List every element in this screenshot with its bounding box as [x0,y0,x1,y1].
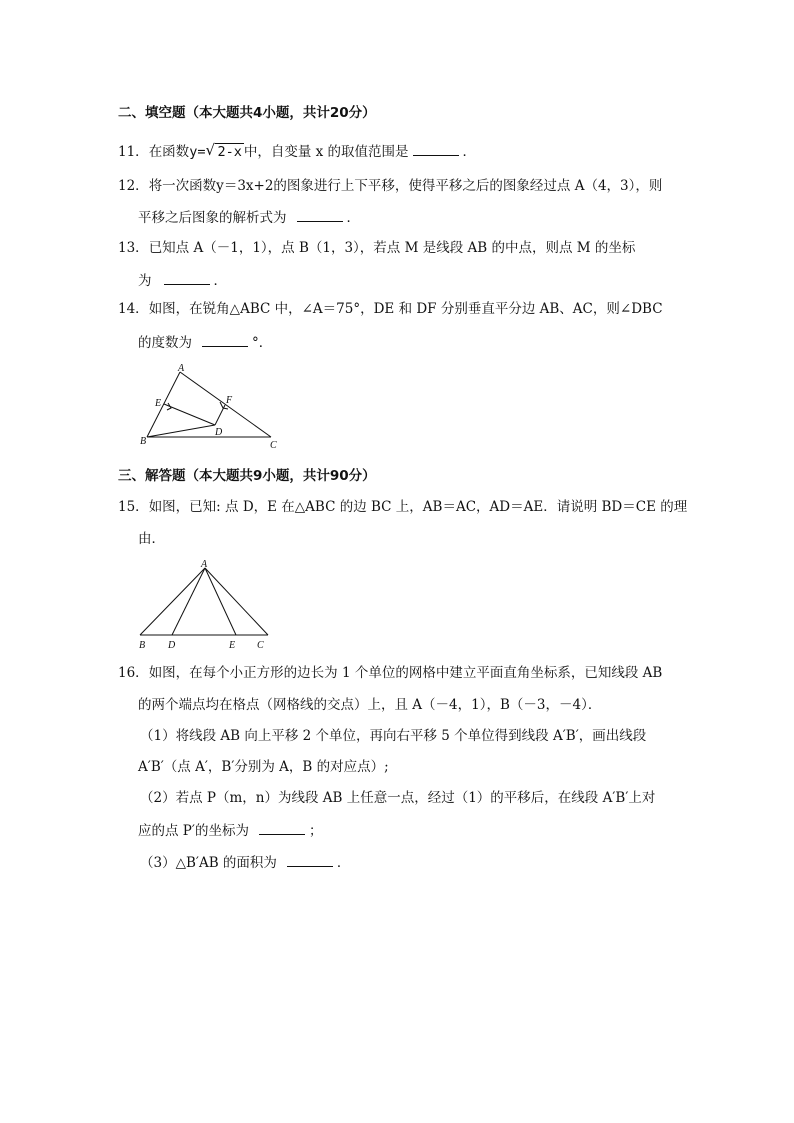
question-text: 如图，在锐角△ABC 中，∠A＝75°，DE 和 DF 分别垂直平分边 AB、AC，则∠DBC [148,301,663,317]
segment-ae [205,568,236,635]
question-16-part2: （2）若点 P（m，n）为线段 AB 上任意一点，经过（1）的平移后，在线段 A′B′上对 [140,790,656,806]
label-d: D [215,427,223,438]
question-text: 如图，已知: 点 D，E 在△ABC 的边 BC 上，AB＝AC，AD＝AE．请说明 BD＝CE 的理 [148,499,688,515]
question-text: 平移之后图象的解析式为 [138,210,287,226]
question-15 [118,498,687,516]
label-e: E [155,398,162,409]
question-end: °． [252,335,273,351]
question-number: 16． [118,665,149,681]
question-text: 在函数 [148,144,190,160]
label-a: A [178,364,185,374]
question-text: 如图，在每个小正方形的边长为 1 个单位的网格中建立平面直角坐标系，已知线段 AB [148,665,663,681]
question-text: 已知点 A（－1，1），点 B（1，3），若点 M 是线段 AB 的中点，则点 M 的坐标 [148,240,636,256]
triangle-figure-q14 [135,364,285,452]
radical-sign: √ [205,141,216,159]
label-a: A [201,559,208,570]
question-number: 14． [118,301,149,317]
question-text: （3）△B′AB 的面积为 [140,855,277,871]
question-14 [118,300,663,318]
label-e: E [229,640,236,651]
segment-bd [147,425,215,437]
answer-blank [164,270,210,285]
answer-blank [202,332,248,347]
question-16-part1-cont: A′B′（点 A′，B′分别为 A，B 的对应点）; [138,759,389,775]
radicand: 2-x [217,144,242,160]
question-text: 为 [138,273,152,289]
question-number: 12． [118,178,149,194]
answer-blank [259,820,305,835]
segment-ad [172,568,205,635]
question-number: 11． [118,144,149,160]
answer-blank [287,852,333,867]
segment-ed [164,404,215,425]
question-text: 将一次函数y＝3x+2的图象进行上下平移，使得平移之后的图象经过点 A（4，3），则 [148,178,663,194]
side-ab [147,372,180,437]
label-d: D [168,640,176,651]
label-b: B [140,436,147,447]
question-end: ； [308,823,323,839]
question-12 [118,177,662,195]
question-14-line2 [138,332,272,352]
label-f: F [226,395,233,406]
question-end: ． [336,855,351,871]
label-c: C [270,440,277,451]
section-heading-solve: 三、解答题（本大题共9小题，共计90分） [118,468,376,484]
section-heading-fill-in: 二、填空题（本大题共4小题，共计20分） [118,105,376,121]
question-number: 15． [118,499,149,515]
question-16-part1: （1）将线段 AB 向上平移 2 个单位，再向右平移 5 个单位得到线段 A′B′，画出线段 [140,728,647,744]
question-16-line2: 的两个端点均在格点（网格线的交点）上，且 A（－4，1），B（－3，－4）． [138,697,602,713]
label-b: B [139,640,146,651]
label-c: C [257,640,264,651]
question-end: ． [346,210,360,226]
answer-blank [297,207,343,222]
sqrt-expression [205,143,243,161]
question-text: 的度数为 [138,335,192,351]
question-13-line2 [138,270,227,290]
function-y: y= [189,144,206,160]
question-number: 13． [118,240,149,256]
question-16-part2-cont [138,820,322,840]
question-15-line2: 由． [138,531,165,547]
side-ac [205,568,268,635]
answer-blank [413,141,459,156]
question-text: 应的点 P′的坐标为 [138,823,249,839]
question-end: ． [462,144,477,160]
question-16-part3 [140,852,350,872]
question-16 [118,664,662,682]
side-ab [140,568,205,635]
question-13 [118,239,635,257]
question-text: 中，自变量 x 的取值范围是 [243,144,409,160]
question-12-line2 [138,207,360,227]
question-11 [118,141,476,161]
question-end: ． [213,273,227,289]
triangle-figure-q15 [135,558,275,654]
